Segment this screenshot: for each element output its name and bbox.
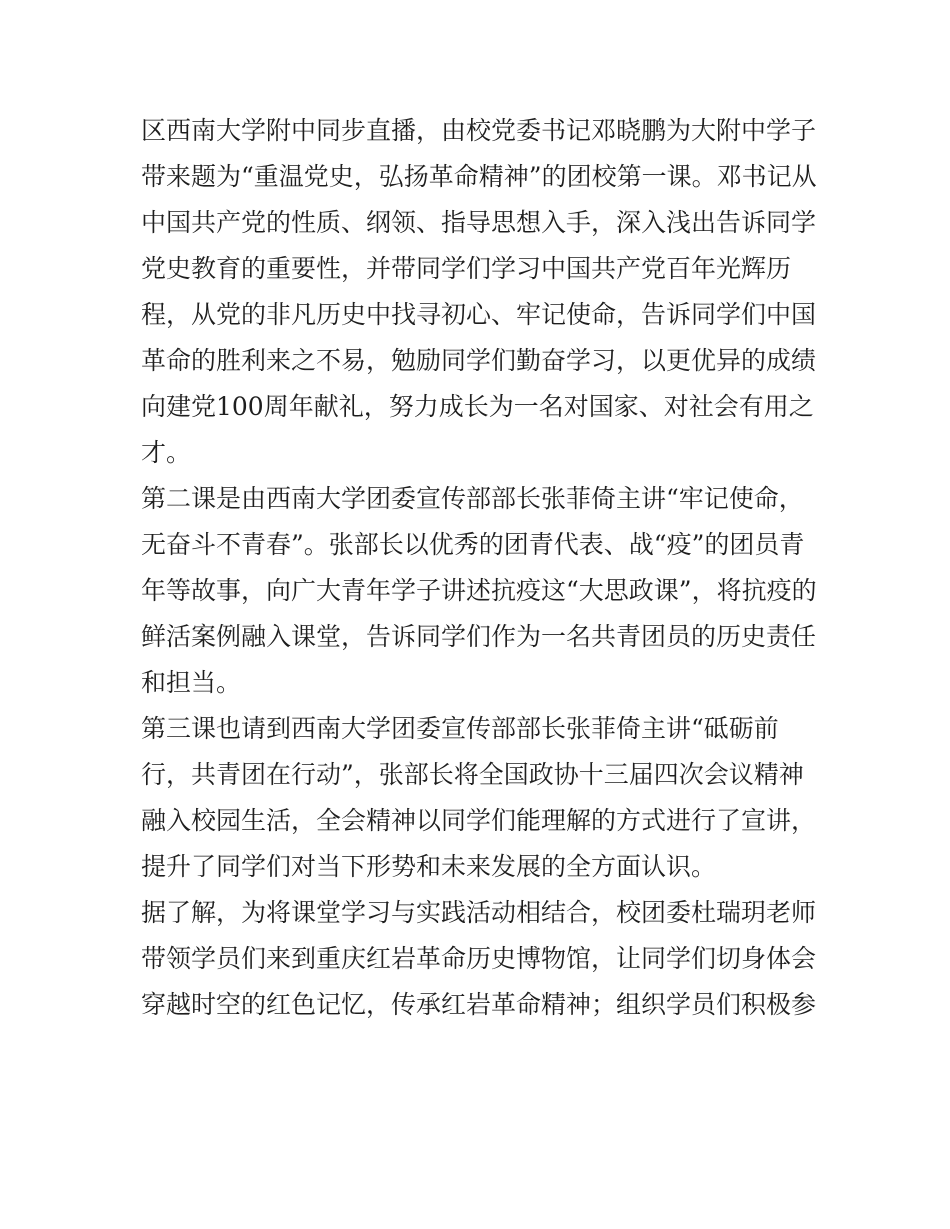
body-text: [141, 108, 821, 1028]
text-line: 区西南大学附中同步直播，由校党委书记邓晓鹏为大附中学子: [141, 116, 817, 145]
text-line: 穿越时空的红色记忆，传承红岩革命精神；组织学员们积极参: [141, 990, 817, 1019]
text-line: 向建党100周年献礼，努力成长为一名对国家、对社会有用之: [141, 392, 814, 421]
text-line: 年等故事，向广大青年学子讲述抗疫这“大思政课”，将抗疫的: [141, 576, 817, 605]
text-line: 才。: [141, 438, 192, 467]
text-line: 革命的胜利来之不易，勉励同学们勤奋学习，以更优异的成绩: [141, 346, 817, 375]
text-line: 带来题为“重温党史，弘扬革命精神”的团校第一课。邓书记从: [141, 162, 817, 191]
text-line: 融入校园生活，全会精神以同学们能理解的方式进行了宣讲，: [141, 806, 817, 835]
text-line: 程，从党的非凡历史中找寻初心、牢记使命，告诉同学们中国: [141, 300, 817, 329]
text-line: 带领学员们来到重庆红岩革命历史博物馆，让同学们切身体会: [141, 944, 817, 973]
text-line: 和担当。: [141, 668, 242, 697]
text-line: 党史教育的重要性，并带同学们学习中国共产党百年光辉历: [141, 254, 792, 283]
text-line: 行，共青团在行动”，张部长将全国政协十三届四次会议精神: [141, 760, 804, 789]
text-line: 无奋斗不青春”。张部长以优秀的团青代表、战“疫”的团员青: [141, 530, 805, 559]
text-line: 据了解，为将课堂学习与实践活动相结合，校团委杜瑞玥老师: [141, 898, 817, 927]
text-line: 第二课是由西南大学团委宣传部部长张菲倚主讲“牢记使命，: [141, 484, 804, 513]
text-line: 提升了同学们对当下形势和未来发展的全方面认识。: [141, 852, 717, 881]
text-line: 第三课也请到西南大学团委宣传部部长张菲倚主讲“砥砺前: [141, 714, 779, 743]
text-line: 鲜活案例融入课堂，告诉同学们作为一名共青团员的历史责任: [141, 622, 817, 651]
text-line: 中国共产党的性质、纲领、指导思想入手，深入浅出告诉同学: [141, 208, 817, 237]
